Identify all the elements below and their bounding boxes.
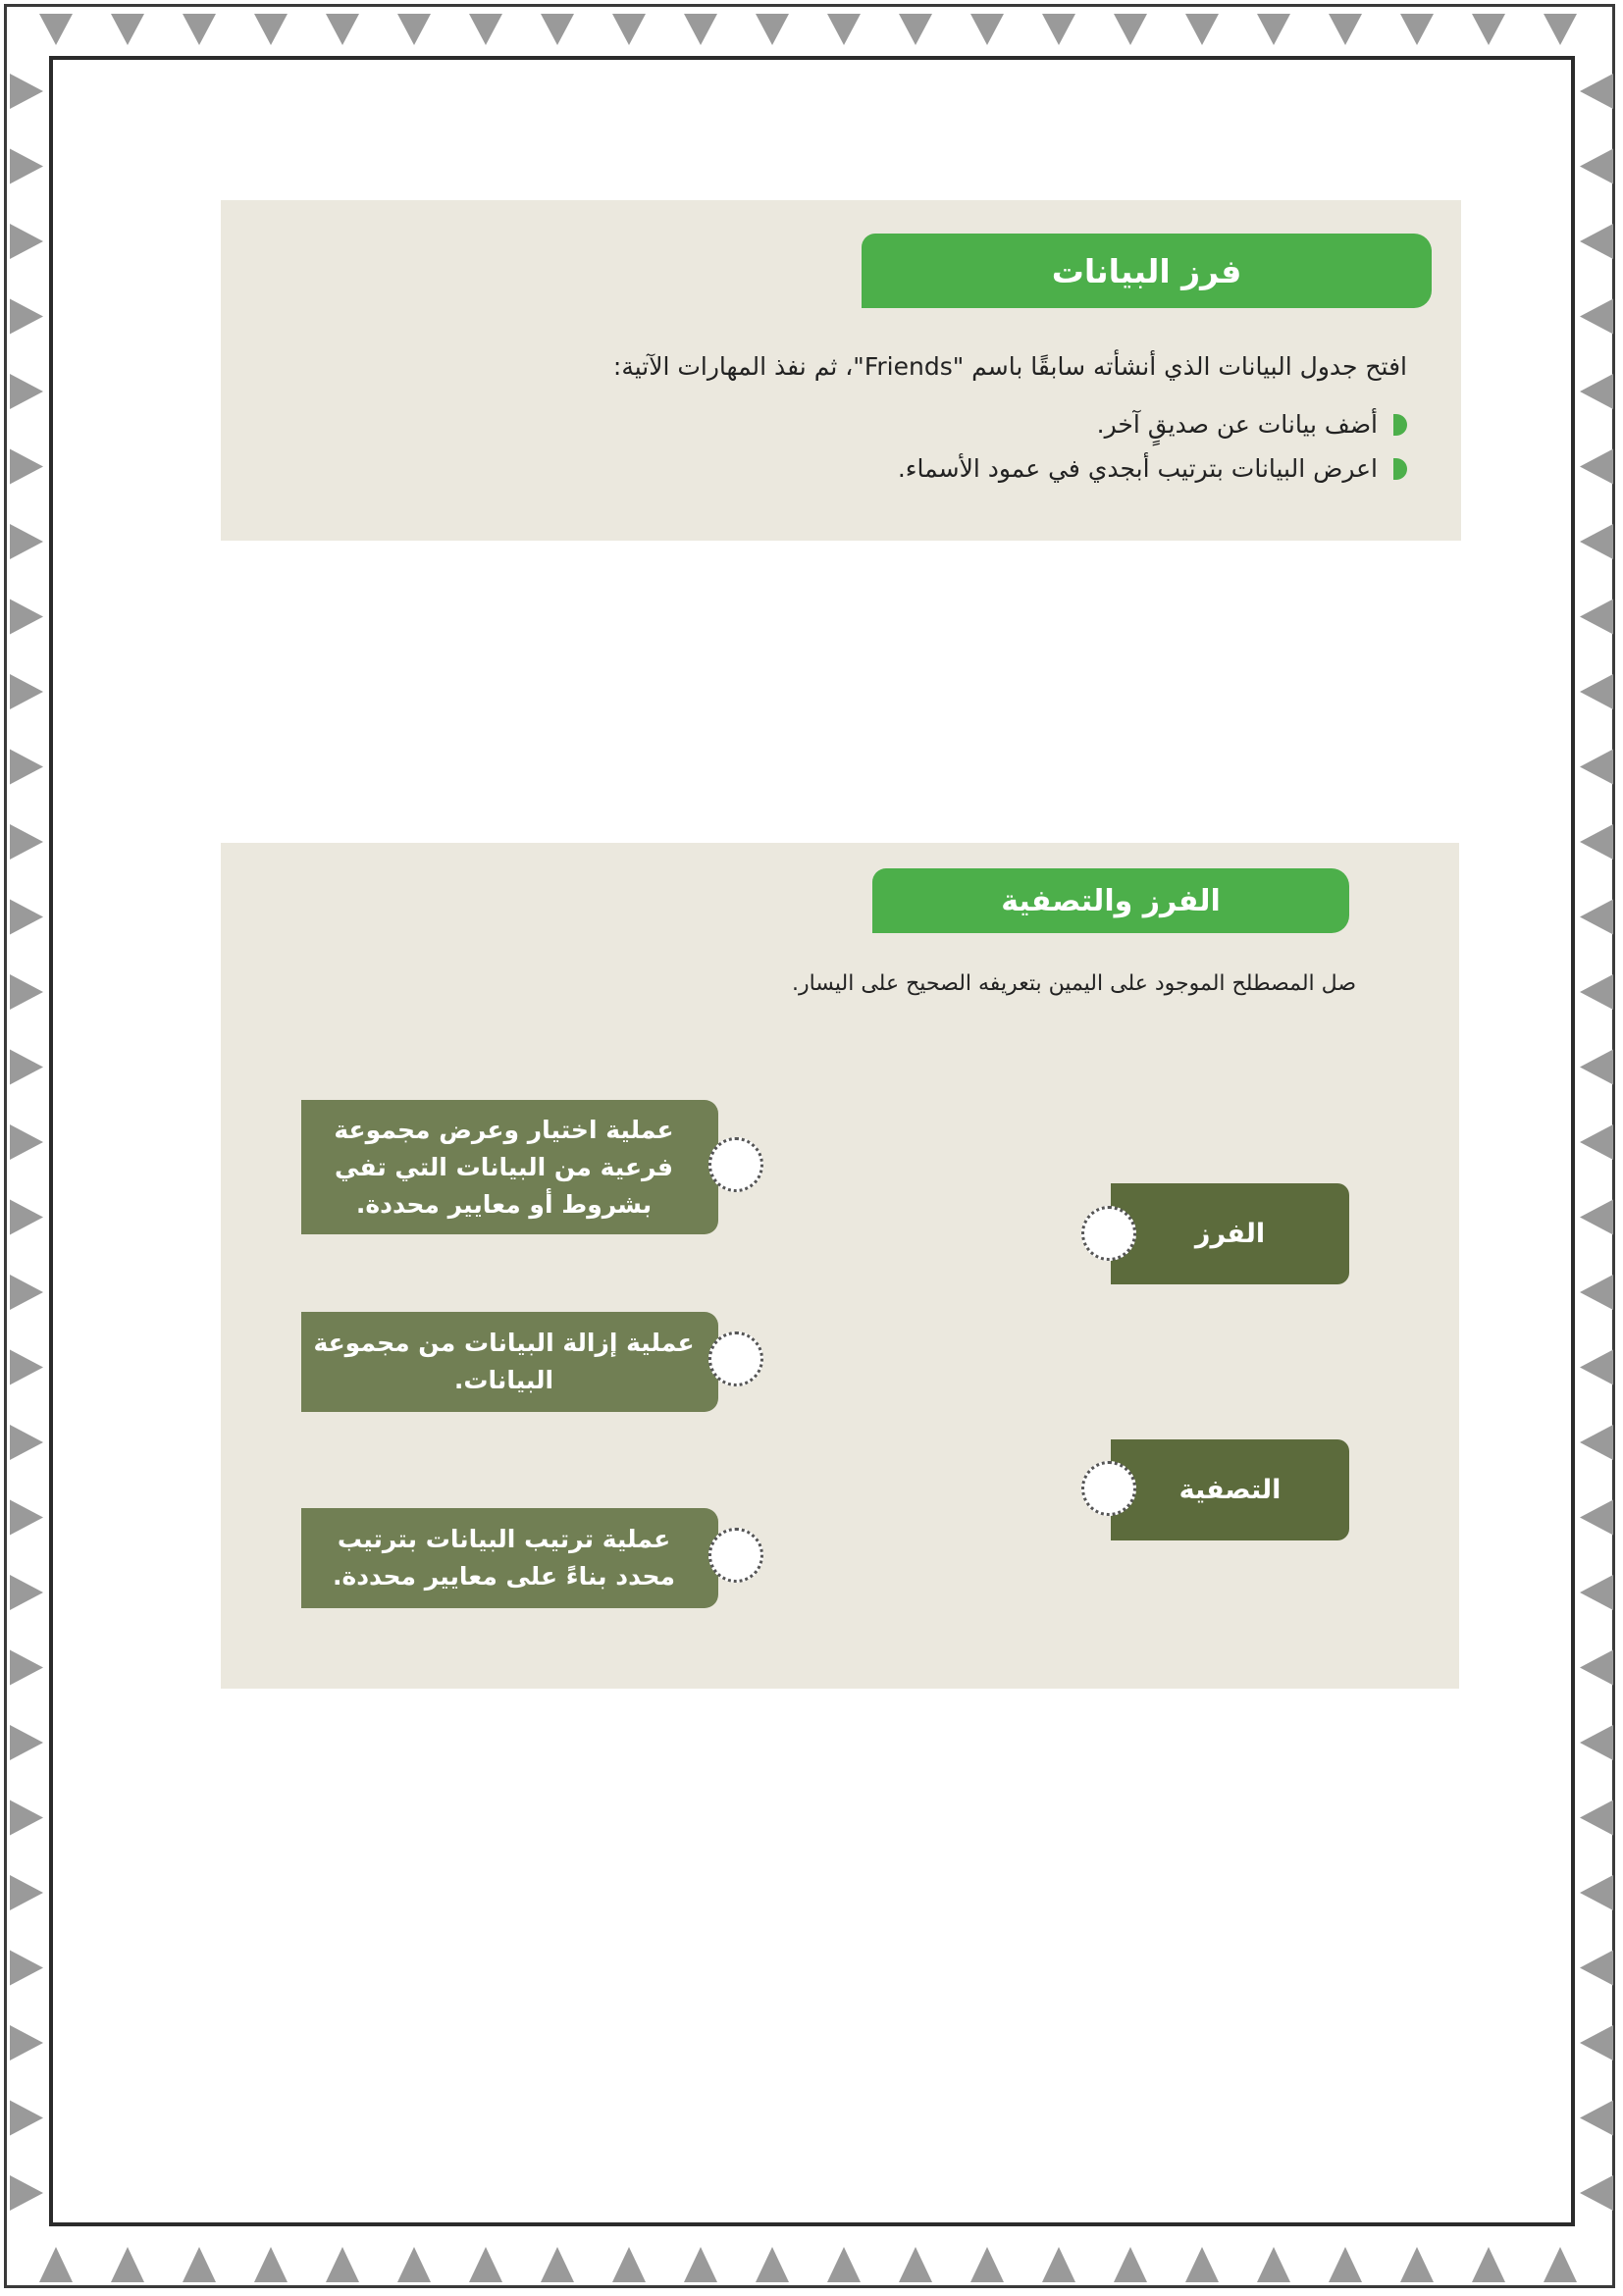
activity-sorting-title: فرز البيانات (862, 234, 1432, 308)
border-triangle (1580, 149, 1613, 184)
border-triangle (10, 1350, 43, 1385)
term-connector-dot[interactable] (1081, 1461, 1136, 1516)
border-triangle (10, 750, 43, 785)
activity-matching-title: الفرز والتصفية (872, 868, 1349, 933)
border-triangle (469, 2247, 502, 2282)
border-triangle (541, 14, 574, 45)
border-triangle (756, 14, 789, 45)
border-triangle (183, 2247, 216, 2282)
border-triangle (1580, 1050, 1613, 1085)
term-connector-dot[interactable] (1081, 1206, 1136, 1261)
border-triangle (10, 374, 43, 409)
border-triangle (1580, 674, 1613, 709)
border-triangle (111, 2247, 144, 2282)
border-triangle (1185, 14, 1219, 45)
border-triangle (469, 14, 502, 45)
border-triangle (10, 1575, 43, 1610)
border-triangle (1580, 299, 1613, 335)
term-text: التصفية (1178, 1475, 1282, 1505)
definition-connector-dot[interactable] (708, 1331, 763, 1386)
activity-sorting-panel (221, 200, 1461, 541)
border-triangle (10, 1124, 43, 1160)
border-triangle (1544, 2247, 1577, 2282)
border-triangle (39, 2247, 73, 2282)
border-triangle (183, 14, 216, 45)
activity-matching-instruction: صل المصطلح الموجود على اليمين بتعريفه الصحيح على اليسار. (791, 971, 1356, 996)
border-triangle (10, 900, 43, 935)
border-triangle (10, 2175, 43, 2211)
border-triangle (1580, 1575, 1613, 1610)
activity-sorting-list (898, 402, 1407, 491)
border-triangle (1472, 2247, 1505, 2282)
bullet-icon (1393, 414, 1407, 436)
bullet-icon (1393, 458, 1407, 480)
term-text: الفرز (1194, 1219, 1266, 1249)
border-triangle (1580, 600, 1613, 635)
border-triangle (10, 74, 43, 109)
border-triangle (1042, 2247, 1075, 2282)
border-triangle (1580, 900, 1613, 935)
border-triangle (1185, 2247, 1219, 2282)
border-triangle (10, 1951, 43, 1986)
border-triangle (970, 2247, 1004, 2282)
border-triangle (10, 224, 43, 259)
list-item-text: اعرض البيانات بترتيب أبجدي في عمود الأسماء. (897, 454, 1378, 483)
border-triangle (39, 14, 73, 45)
border-triangle (1580, 449, 1613, 485)
border-triangle (1329, 14, 1362, 45)
border-triangle (10, 149, 43, 184)
border-triangle (1544, 14, 1577, 45)
border-triangle (1580, 2101, 1613, 2136)
border-triangle (111, 14, 144, 45)
border-triangle (10, 1500, 43, 1536)
border-triangle (10, 1875, 43, 1910)
border-triangle (1400, 14, 1434, 45)
border-triangle (1580, 1875, 1613, 1910)
list-item (898, 446, 1407, 491)
border-triangle (1580, 1500, 1613, 1536)
border-triangle (10, 1725, 43, 1760)
activity-sorting-instruction: افتح جدول البيانات الذي أنشأته سابقًا باسم "Friends"، ثم نفذ المهارات الآتية: (612, 352, 1407, 381)
border-triangle (684, 2247, 717, 2282)
border-triangle (612, 2247, 646, 2282)
definition-text: عملية إزالة البيانات من مجموعة البيانات. (313, 1329, 695, 1394)
border-triangle (1580, 74, 1613, 109)
border-triangle (1114, 2247, 1147, 2282)
definition-connector-dot[interactable] (708, 1528, 763, 1583)
border-triangle (1580, 1124, 1613, 1160)
border-triangle (397, 14, 431, 45)
definition-connector-dot[interactable] (708, 1137, 763, 1192)
border-triangle (899, 2247, 932, 2282)
border-triangle (1580, 1350, 1613, 1385)
border-triangle (827, 2247, 861, 2282)
definition-box[interactable] (301, 1312, 718, 1412)
term-box-sorting[interactable] (1111, 1183, 1349, 1284)
border-triangle (1580, 2025, 1613, 2061)
definition-box[interactable] (301, 1100, 718, 1234)
border-triangle (1580, 1275, 1613, 1310)
border-triangle (10, 824, 43, 860)
border-triangle (10, 674, 43, 709)
border-triangle (1580, 750, 1613, 785)
border-triangle (684, 14, 717, 45)
border-triangle (1329, 2247, 1362, 2282)
border-triangle (612, 14, 646, 45)
border-triangle (1042, 14, 1075, 45)
border-triangle (1580, 524, 1613, 559)
border-triangle (10, 600, 43, 635)
border-triangle (1400, 2247, 1434, 2282)
border-triangle (1580, 1425, 1613, 1460)
border-triangle (10, 1275, 43, 1310)
border-triangle (10, 2025, 43, 2061)
border-triangle (1580, 1951, 1613, 1986)
border-triangle (1257, 14, 1290, 45)
border-triangle (10, 1650, 43, 1686)
border-triangle (10, 524, 43, 559)
border-triangle (1472, 14, 1505, 45)
border-triangle (10, 299, 43, 335)
border-triangle (1580, 374, 1613, 409)
border-triangle (1580, 1800, 1613, 1836)
activity-matching-panel (221, 843, 1459, 1689)
border-triangle (10, 1200, 43, 1235)
list-item (898, 402, 1407, 446)
border-triangle (10, 974, 43, 1010)
border-triangle (397, 2247, 431, 2282)
definition-box[interactable] (301, 1508, 718, 1608)
border-triangle (1580, 1725, 1613, 1760)
border-triangle (326, 14, 359, 45)
definition-text: عملية اختيار وعرض مجموعة فرعية من البيانات التي تفي بشروط أو معايير محددة. (334, 1115, 674, 1219)
border-triangle (10, 2101, 43, 2136)
border-triangle (1257, 2247, 1290, 2282)
definition-text: عملية ترتيب البيانات بترتيب محدد بناءً على معايير محددة. (332, 1525, 676, 1591)
border-triangle (827, 14, 861, 45)
border-triangle (1114, 14, 1147, 45)
border-triangle (1580, 224, 1613, 259)
term-box-filtering[interactable] (1111, 1439, 1349, 1540)
border-triangle (899, 14, 932, 45)
border-triangle (1580, 1200, 1613, 1235)
border-triangle (10, 1425, 43, 1460)
border-triangle (1580, 1650, 1613, 1686)
border-triangle (756, 2247, 789, 2282)
border-triangle (254, 14, 288, 45)
list-item-text: أضف بيانات عن صديقٍ آخر. (1096, 410, 1378, 439)
border-triangle (10, 1800, 43, 1836)
border-triangle (254, 2247, 288, 2282)
border-triangle (10, 449, 43, 485)
border-triangle (10, 1050, 43, 1085)
border-triangle (1580, 824, 1613, 860)
border-triangle (970, 14, 1004, 45)
border-triangle (541, 2247, 574, 2282)
border-triangle (1580, 974, 1613, 1010)
border-triangle (1580, 2175, 1613, 2211)
border-triangle (326, 2247, 359, 2282)
